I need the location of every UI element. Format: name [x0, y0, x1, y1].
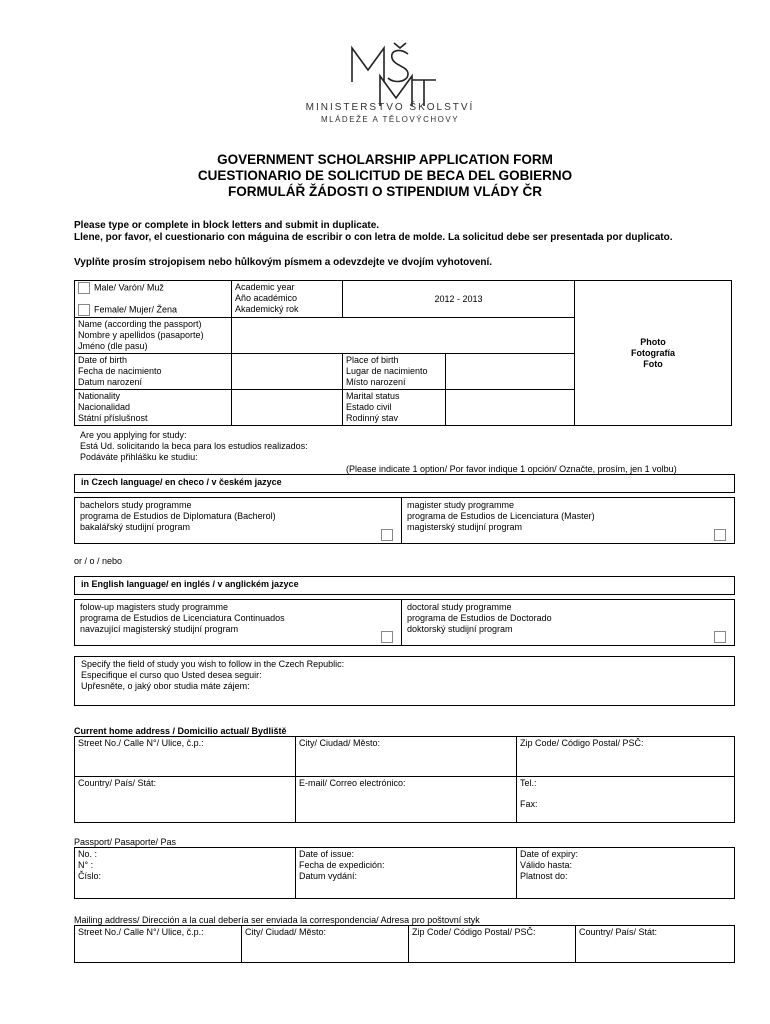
dob-label: Date of birth Fecha de nacimiento Datum narození — [75, 354, 232, 390]
followup-checkbox[interactable] — [381, 631, 393, 643]
home-street-field[interactable]: Street No./ Calle N°/ Ulice, č.p.: — [75, 737, 296, 777]
personal-data-table — [74, 280, 732, 426]
indicate-note: (Please indicate 1 option/ Por favor indique 1 opción/ Označte, prosím, jen 1 volbu) — [346, 464, 677, 474]
logo-line1: MINISTERSTVO ŠKOLSTVÍ — [305, 102, 475, 113]
option-doctoral[interactable]: doctoral study programme programa de Estudios de Doctorado doktorský studijní program — [401, 599, 735, 646]
passport-table — [74, 847, 735, 899]
title-es: CUESTIONARIO DE SOLICITUD DE BECA DEL GOBIERNO — [197, 168, 573, 183]
mailing-header: Mailing address/ Dirección a la cual debería ser enviada la correspondencia/ Adresa pro poštovní styk — [74, 915, 480, 925]
czech-language-header: in Czech language/ en checo / v českém jazyce — [74, 474, 735, 493]
home-address-header: Current home address / Domicilio actual/ Bydliště — [74, 726, 287, 736]
female-checkbox[interactable] — [78, 304, 90, 316]
mailing-zip-field[interactable]: Zip Code/ Código Postal/ PSČ: — [409, 926, 576, 963]
home-address-table — [74, 736, 735, 823]
pob-label: Place of birth Lugar de nacimiento Místo narození — [343, 354, 446, 390]
photo-box[interactable]: Photo Fotografía Foto — [575, 281, 732, 426]
mailing-country-field[interactable]: Country/ País/ Stát: — [576, 926, 735, 963]
mailing-street-field[interactable]: Street No./ Calle N°/ Ulice, č.p.: — [75, 926, 242, 963]
home-zip-field[interactable]: Zip Code/ Código Postal/ PSČ: — [517, 737, 735, 777]
passport-expiry-field[interactable]: Date of expiry: Válido hasta: Platnost do: — [517, 848, 735, 899]
home-email-field[interactable]: E-mail/ Correo electrónico: — [296, 777, 517, 823]
bachelor-checkbox[interactable] — [381, 529, 393, 541]
study-question-cz: Podáváte přihlášku ke studiu: — [80, 452, 198, 462]
english-language-header: in English language/ en inglés / v anglickém jazyce — [74, 576, 735, 595]
ministry-logo — [300, 40, 480, 130]
doctoral-checkbox[interactable] — [714, 631, 726, 643]
mailing-table — [74, 925, 735, 963]
nationality-field[interactable] — [232, 390, 343, 426]
option-followup[interactable]: folow-up magisters study programme programa de Estudios de Licenciatura Continuados navazující magisterský studijní program — [74, 599, 402, 646]
male-checkbox[interactable] — [78, 282, 90, 294]
title-en: GOVERNMENT SCHOLARSHIP APPLICATION FORM — [217, 152, 553, 167]
male-label: Male/ Varón/ Muž — [94, 282, 164, 293]
marital-label: Marital status Estado civil Rodinný stav — [343, 390, 446, 426]
nationality-label: Nationality Nacionalidad Státní příslušnost — [75, 390, 232, 426]
passport-header: Passport/ Pasaporte/ Pas — [74, 837, 177, 847]
home-city-field[interactable]: City/ Ciudad/ Město: — [296, 737, 517, 777]
gender-cell — [75, 281, 232, 318]
passport-number-field[interactable]: No. : N° : Číslo: — [75, 848, 296, 899]
academic-year-label: Academic year Año académico Akademický rok — [232, 281, 343, 318]
mailing-city-field[interactable]: City/ Ciudad/ Město: — [242, 926, 409, 963]
study-question-en: Are you applying for study: — [80, 430, 187, 440]
magister-checkbox[interactable] — [714, 529, 726, 541]
instruction-es: Llene, por favor, el cuestionario con máguina de escribir o con letra de molde. La solicitud debe ser presentada por duplicato. — [74, 232, 673, 243]
option-magister[interactable]: magister study programme programa de Estudios de Licenciatura (Master) magisterský studijní program — [401, 497, 735, 544]
home-tel-fax-field[interactable] — [517, 777, 735, 823]
fax-label: Fax: — [520, 799, 538, 809]
pob-field[interactable] — [446, 354, 575, 390]
option-bachelor[interactable]: bachelors study programme programa de Estudios de Diplomatura (Bacherol) bakalářský studijní program — [74, 497, 402, 544]
instruction-en: Please type or complete in block letters and submit in duplicate. — [74, 220, 380, 231]
marital-field[interactable] — [446, 390, 575, 426]
dob-field[interactable] — [232, 354, 343, 390]
study-question-es: Está Ud. solicitando la beca para los estudios realizados: — [80, 441, 308, 451]
home-country-field[interactable]: Country/ País/ Stát: — [75, 777, 296, 823]
instruction-cz: Vyplňte prosím strojopisem nebo hůlkovým písmem a odevzdejte ve dvojím vyhotovení. — [74, 257, 493, 268]
logo-line2: MLÁDEŽE A TĚLOVÝCHOVY — [320, 115, 460, 124]
tel-label: Tel.: — [520, 778, 537, 788]
passport-issue-field[interactable]: Date of issue: Fecha de expedición: Datum vydání: — [296, 848, 517, 899]
or-label: or / o / nebo — [74, 556, 123, 566]
title-cz: FORMULÁŘ ŽÁDOSTI O STIPENDIUM VLÁDY ČR — [227, 184, 542, 199]
female-label: Female/ Mujer/ Žena — [94, 304, 178, 315]
name-label: Name (according the passport) Nombre y apellidos (pasaporte) Jméno (dle pasu) — [75, 318, 232, 354]
field-of-study-box[interactable]: Specify the field of study you wish to follow in the Czech Republic: Especifique el curso quo Usted desea seguir: Upřesněte, o jaký obor studia máte zájem: — [74, 656, 735, 706]
name-field[interactable] — [232, 318, 575, 354]
academic-year-value: 2012 - 2013 — [343, 281, 575, 318]
